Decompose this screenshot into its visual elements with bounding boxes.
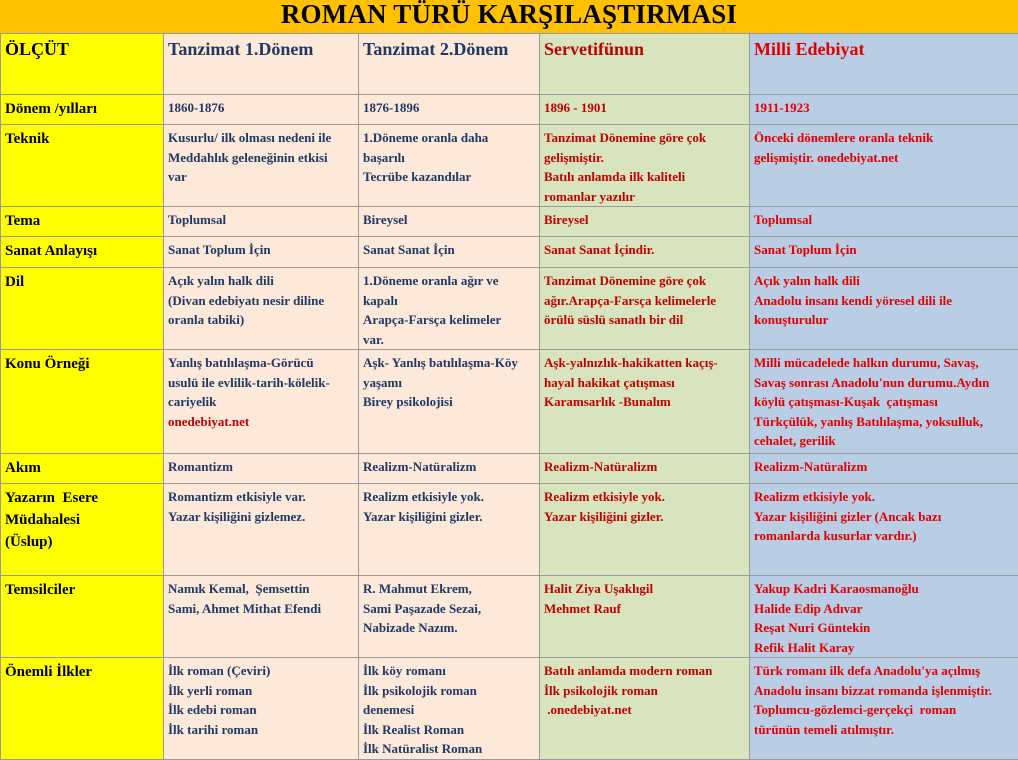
cell-line: Bireysel: [363, 210, 535, 230]
header-olcut: ÖLÇÜT: [1, 34, 164, 95]
cell-line: oranla tabiki): [168, 310, 354, 330]
header-tanzimat-1: Tanzimat 1.Dönem: [164, 34, 359, 95]
cell-line: onedebiyat.net: [168, 412, 354, 432]
cell-line: 1911-1923: [754, 98, 1014, 118]
row-onemli-ilkler: [1, 658, 1018, 760]
cell-line: Savaş sonrası Anadolu'nun durumu.Aydın: [754, 373, 1014, 393]
cell-line: Türk romanı ilk defa Anadolu'ya açılmış: [754, 661, 1014, 681]
cell-line: Realizm-Natüralizm: [544, 457, 745, 477]
cell-onemli-ilkler-tanzimat-1: [164, 658, 359, 760]
cell-line: İlk yerli roman: [168, 681, 354, 701]
cell-teknik-tanzimat-1: [164, 125, 359, 207]
cell-sanat-anlayisi-tanzimat-1: [164, 237, 359, 268]
row-label-teknik: [1, 125, 164, 207]
cell-line: Tanzimat Dönemine göre çok: [544, 128, 745, 148]
cell-donem-yillari-milli-edebiyat: [750, 95, 1018, 125]
row-label-line: Temsilciler: [5, 579, 159, 601]
cell-yazarin-esere-mudahalesi-tanzimat-2: [359, 484, 540, 576]
cell-line: Romantizm: [168, 457, 354, 477]
cell-line: Toplumsal: [754, 210, 1014, 230]
cell-line: Batılı anlamda ilk kaliteli: [544, 167, 745, 187]
cell-konu-ornegi-tanzimat-1: [164, 350, 359, 454]
header-milli-edebiyat: Milli Edebiyat: [750, 34, 1018, 95]
row-teknik: [1, 125, 1018, 207]
cell-yazarin-esere-mudahalesi-milli-edebiyat: [750, 484, 1018, 576]
cell-line: Sanat Sanat İçin: [363, 240, 535, 260]
table-body: [1, 34, 1018, 760]
cell-line: Nabizade Nazım.: [363, 618, 535, 638]
cell-line: Milli mücadelede halkın durumu, Savaş,: [754, 353, 1014, 373]
cell-dil-tanzimat-1: [164, 268, 359, 350]
cell-line: İlk Natüralist Roman: [363, 739, 535, 759]
cell-line: İlk roman (Çeviri): [168, 661, 354, 681]
cell-line: cehalet, gerilik: [754, 431, 1014, 451]
cell-line: Batılı anlamda modern roman: [544, 661, 745, 681]
cell-line: Yakup Kadri Karaosmanoğlu: [754, 579, 1014, 599]
cell-line: 1860-1876: [168, 98, 354, 118]
cell-line: İlk tarihi roman: [168, 720, 354, 740]
cell-tema-servetifunun: [540, 207, 750, 237]
header-row: [1, 34, 1018, 95]
cell-dil-servetifunun: [540, 268, 750, 350]
cell-line: Tanzimat Dönemine göre çok: [544, 271, 745, 291]
cell-line: var.: [363, 330, 535, 350]
cell-line: İlk köy romanı: [363, 661, 535, 681]
row-konu-ornegi: [1, 350, 1018, 454]
row-label-line: Konu Örneği: [5, 353, 159, 375]
row-label-sanat-anlayisi: [1, 237, 164, 268]
row-label-line: (Üslup): [5, 531, 159, 553]
cell-line: 1.Döneme oranla daha: [363, 128, 535, 148]
row-label-line: Müdahalesi: [5, 509, 159, 531]
cell-dil-tanzimat-2: [359, 268, 540, 350]
cell-line: Sami Paşazade Sezai,: [363, 599, 535, 619]
cell-dil-milli-edebiyat: [750, 268, 1018, 350]
cell-line: Sami, Ahmet Mithat Efendi: [168, 599, 354, 619]
cell-line: Aşk-yalnızlık-hakikatten kaçış-: [544, 353, 745, 373]
cell-line: Realizm etkisiyle yok.: [363, 487, 535, 507]
row-label-line: Dil: [5, 271, 159, 293]
cell-line: cariyelik: [168, 392, 354, 412]
row-label-line: Tema: [5, 210, 159, 232]
row-label-line: Sanat Anlayışı: [5, 240, 159, 262]
header-tanzimat-2: Tanzimat 2.Dönem: [359, 34, 540, 95]
row-label-konu-ornegi: [1, 350, 164, 454]
row-label-line: Teknik: [5, 128, 159, 150]
cell-yazarin-esere-mudahalesi-tanzimat-1: [164, 484, 359, 576]
cell-donem-yillari-tanzimat-1: [164, 95, 359, 125]
cell-line: 1876-1896: [363, 98, 535, 118]
cell-line: İlk psikolojik roman: [363, 681, 535, 701]
cell-line: Meddahlık geleneğinin etkisi: [168, 148, 354, 168]
cell-teknik-tanzimat-2: [359, 125, 540, 207]
cell-temsilciler-tanzimat-2: [359, 576, 540, 658]
cell-line: Tecrübe kazandılar: [363, 167, 535, 187]
cell-line: konuşturulur: [754, 310, 1014, 330]
row-label-line: Önemli İlkler: [5, 661, 159, 683]
cell-line: Açık yalın halk dili: [754, 271, 1014, 291]
row-label-akim: [1, 454, 164, 484]
row-dil: [1, 268, 1018, 350]
header-servetifunun: Servetifünun: [540, 34, 750, 95]
cell-line: yaşamı: [363, 373, 535, 393]
row-donem-yillari: [1, 95, 1018, 125]
cell-line: türünün temeli atılmıştır.: [754, 720, 1014, 740]
cell-line: Kusurlu/ ilk olması nedeni ile: [168, 128, 354, 148]
row-label-onemli-ilkler: [1, 658, 164, 760]
cell-line: Türkçülük, yanlış Batılılaşma, yoksulluk,: [754, 412, 1014, 432]
cell-tema-milli-edebiyat: [750, 207, 1018, 237]
cell-line: Arapça-Farsça kelimeler: [363, 310, 535, 330]
cell-akim-tanzimat-2: [359, 454, 540, 484]
row-label-donem-yillari: [1, 95, 164, 125]
cell-line: var: [168, 167, 354, 187]
cell-tema-tanzimat-1: [164, 207, 359, 237]
cell-line: R. Mahmut Ekrem,: [363, 579, 535, 599]
cell-line: Anadolu insanı bizzat romanda işlenmiştir.: [754, 681, 1014, 701]
cell-yazarin-esere-mudahalesi-servetifunun: [540, 484, 750, 576]
cell-teknik-milli-edebiyat: [750, 125, 1018, 207]
cell-line: Karamsarlık -Bunalım: [544, 392, 745, 412]
row-label-line: Yazarın Esere: [5, 487, 159, 509]
cell-line: Birey psikolojisi: [363, 392, 535, 412]
row-temsilciler: [1, 576, 1018, 658]
cell-line: gelişmiştir.: [544, 148, 745, 168]
row-sanat-anlayisi: [1, 237, 1018, 268]
cell-line: kapalı: [363, 291, 535, 311]
cell-line: Açık yalın halk dili: [168, 271, 354, 291]
cell-line: Sanat Sanat İçindir.: [544, 240, 745, 260]
cell-line: (Divan edebiyatı nesir diline: [168, 291, 354, 311]
cell-sanat-anlayisi-tanzimat-2: [359, 237, 540, 268]
row-yazarin-esere-mudahalesi: [1, 484, 1018, 576]
cell-line: Mehmet Rauf: [544, 599, 745, 619]
cell-line: usulü ile evlilik-tarih-kölelik-: [168, 373, 354, 393]
cell-line: romanlar yazılır: [544, 187, 745, 207]
cell-line: Yazar kişiliğini gizler (Ancak bazı: [754, 507, 1014, 527]
cell-line: İlk psikolojik roman: [544, 681, 745, 701]
cell-line: başarılı: [363, 148, 535, 168]
cell-line: denemesi: [363, 700, 535, 720]
cell-line: Realizm-Natüralizm: [363, 457, 535, 477]
cell-line: .onedebiyat.net: [544, 700, 745, 720]
cell-donem-yillari-servetifunun: [540, 95, 750, 125]
cell-teknik-servetifunun: [540, 125, 750, 207]
cell-line: Halide Edip Adıvar: [754, 599, 1014, 619]
cell-sanat-anlayisi-milli-edebiyat: [750, 237, 1018, 268]
row-tema: [1, 207, 1018, 237]
cell-line: Namık Kemal, Şemsettin: [168, 579, 354, 599]
cell-temsilciler-tanzimat-1: [164, 576, 359, 658]
row-label-dil: [1, 268, 164, 350]
cell-line: Yazar kişiliğini gizlemez.: [168, 507, 354, 527]
comparison-table: [0, 33, 1018, 760]
row-label-line: Dönem /yılları: [5, 98, 159, 120]
cell-line: Önceki dönemlere oranla teknik: [754, 128, 1014, 148]
cell-onemli-ilkler-milli-edebiyat: [750, 658, 1018, 760]
cell-line: Sanat Toplum İçin: [168, 240, 354, 260]
cell-tema-tanzimat-2: [359, 207, 540, 237]
cell-line: köylü çatışması-Kuşak çatışması: [754, 392, 1014, 412]
cell-line: Halit Ziya Uşaklıgil: [544, 579, 745, 599]
cell-line: gelişmiştir. onedebiyat.net: [754, 148, 1014, 168]
cell-line: Bireysel: [544, 210, 745, 230]
cell-line: Reşat Nuri Güntekin: [754, 618, 1014, 638]
cell-line: Toplumcu-gözlemci-gerçekçi roman: [754, 700, 1014, 720]
cell-line: Realizm etkisiyle yok.: [544, 487, 745, 507]
row-label-line: Akım: [5, 457, 159, 479]
row-akim: [1, 454, 1018, 484]
cell-line: ağır.Arapça-Farsça kelimelerle: [544, 291, 745, 311]
cell-line: 1.Döneme oranla ağır ve: [363, 271, 535, 291]
cell-line: İlk edebi roman: [168, 700, 354, 720]
cell-akim-tanzimat-1: [164, 454, 359, 484]
cell-konu-ornegi-milli-edebiyat: [750, 350, 1018, 454]
row-label-temsilciler: [1, 576, 164, 658]
cell-line: Sanat Toplum İçin: [754, 240, 1014, 260]
cell-akim-milli-edebiyat: [750, 454, 1018, 484]
cell-onemli-ilkler-tanzimat-2: [359, 658, 540, 760]
cell-line: Romantizm etkisiyle var.: [168, 487, 354, 507]
cell-onemli-ilkler-servetifunun: [540, 658, 750, 760]
cell-donem-yillari-tanzimat-2: [359, 95, 540, 125]
cell-line: Toplumsal: [168, 210, 354, 230]
cell-line: örülü süslü sanatlı bir dil: [544, 310, 745, 330]
row-label-yazarin-esere-mudahalesi: [1, 484, 164, 576]
cell-line: Realizm etkisiyle yok.: [754, 487, 1014, 507]
cell-line: romanlarda kusurlar vardır.): [754, 526, 1014, 546]
cell-line: hayal hakikat çatışması: [544, 373, 745, 393]
cell-temsilciler-servetifunun: [540, 576, 750, 658]
cell-sanat-anlayisi-servetifunun: [540, 237, 750, 268]
cell-temsilciler-milli-edebiyat: [750, 576, 1018, 658]
page-title: ROMAN TÜRÜ KARŞILAŞTIRMASI: [0, 0, 1018, 33]
cell-konu-ornegi-servetifunun: [540, 350, 750, 454]
cell-konu-ornegi-tanzimat-2: [359, 350, 540, 454]
cell-akim-servetifunun: [540, 454, 750, 484]
cell-line: Aşk- Yanlış batılılaşma-Köy: [363, 353, 535, 373]
cell-line: Yanlış batılılaşma-Görücü: [168, 353, 354, 373]
cell-line: Anadolu insanı kendi yöresel dili ile: [754, 291, 1014, 311]
cell-line: 1896 - 1901: [544, 98, 745, 118]
cell-line: Refik Halit Karay: [754, 638, 1014, 658]
cell-line: Realizm-Natüralizm: [754, 457, 1014, 477]
cell-line: Yazar kişiliğini gizler.: [363, 507, 535, 527]
cell-line: Yazar kişiliğini gizler.: [544, 507, 745, 527]
cell-line: İlk Realist Roman: [363, 720, 535, 740]
row-label-tema: [1, 207, 164, 237]
